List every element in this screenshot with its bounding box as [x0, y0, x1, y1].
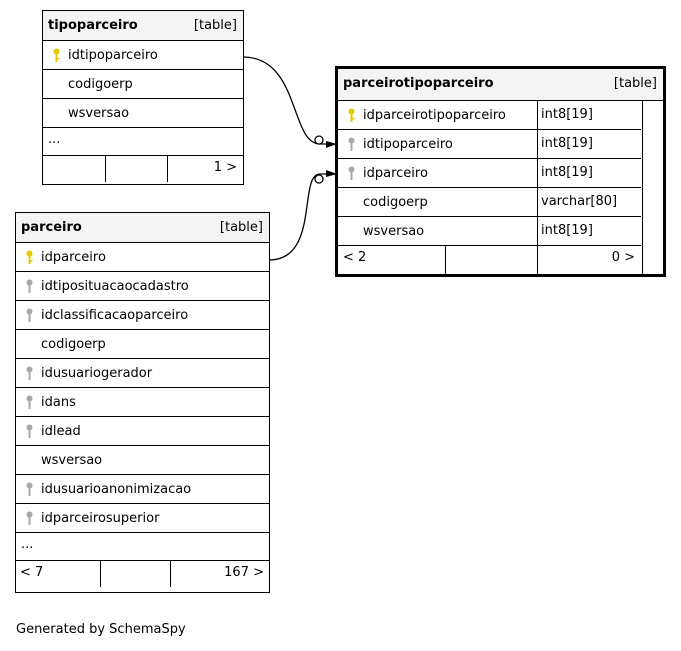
column-type: int8[19]	[537, 130, 641, 158]
column-row[interactable]	[16, 417, 269, 446]
table-kind: [table]	[193, 18, 237, 33]
cardinality-zero-marker	[315, 175, 323, 183]
column-name: idtipoparceiro	[363, 137, 453, 152]
footer-parents[interactable]: < 2	[343, 250, 367, 265]
column-row[interactable]	[16, 301, 269, 330]
column-type: int8[19]	[537, 101, 641, 129]
column-row[interactable]	[16, 330, 269, 359]
table-name: parceiro	[21, 220, 82, 235]
table-name: parceirotipoparceiro	[343, 76, 494, 91]
footer-middle	[445, 246, 537, 276]
foreign-key-icon	[25, 279, 34, 294]
column-name: idparceirotipoparceiro	[363, 108, 506, 123]
foreign-key-icon	[25, 482, 34, 497]
column-row[interactable]	[16, 475, 269, 504]
footer-middle	[105, 156, 167, 182]
column-name: idparceiro	[41, 250, 106, 265]
foreign-key-icon	[347, 166, 356, 181]
footer-children[interactable]: 167 >	[170, 561, 269, 587]
column-type: int8[19]	[537, 217, 641, 245]
credit-text: Generated by SchemaSpy	[16, 622, 186, 637]
column-name: idtipoparceiro	[68, 48, 158, 63]
column-type: varchar[80]	[537, 188, 641, 216]
table-kind: [table]	[219, 220, 263, 235]
table-header	[16, 213, 269, 243]
column-name: idans	[41, 395, 76, 410]
column-name: idclassificacaoparceiro	[41, 308, 189, 323]
column-row[interactable]	[43, 99, 243, 128]
footer-middle	[100, 561, 170, 587]
foreign-key-icon	[347, 137, 356, 152]
column-name: codigoerp	[363, 195, 428, 210]
column-row[interactable]	[16, 446, 269, 475]
column-name: wsversao	[363, 224, 425, 239]
table-parceirotipoparceiro[interactable]	[335, 66, 666, 277]
foreign-key-icon	[25, 308, 34, 323]
table-parceiro[interactable]	[15, 212, 270, 593]
table-footer	[338, 246, 641, 276]
foreign-key-icon	[25, 366, 34, 381]
column-row[interactable]	[16, 272, 269, 301]
column-row[interactable]	[16, 504, 269, 533]
more-indicator: ...	[21, 537, 34, 552]
more-row	[16, 533, 269, 561]
column-row[interactable]	[338, 159, 641, 188]
foreign-key-icon	[25, 424, 34, 439]
footer-children[interactable]: 0 >	[537, 246, 641, 276]
more-indicator: ...	[48, 132, 61, 147]
column-row[interactable]	[16, 388, 269, 417]
column-name: idlead	[41, 424, 81, 439]
more-row	[43, 128, 243, 156]
column-row[interactable]	[16, 243, 269, 272]
footer-children[interactable]: 1 >	[167, 156, 243, 182]
column-name: idusuarioanonimizacao	[41, 482, 192, 497]
primary-key-icon	[347, 108, 356, 123]
primary-key-icon	[25, 250, 34, 265]
table-name: tipoparceiro	[48, 18, 138, 33]
column-row[interactable]	[338, 217, 641, 246]
column-row[interactable]	[43, 70, 243, 99]
link-tipoparceiro-to-parceirotipoparceiro	[243, 57, 336, 144]
table-header	[43, 11, 243, 41]
column-row[interactable]	[338, 101, 641, 130]
cardinality-zero-marker	[315, 136, 323, 144]
column-type: int8[19]	[537, 159, 641, 187]
column-row[interactable]	[43, 41, 243, 70]
column-name: idparceiro	[363, 166, 428, 181]
column-name: idusuariogerador	[41, 366, 153, 381]
column-row[interactable]	[16, 359, 269, 388]
column-name: wsversao	[68, 106, 130, 121]
footer-parents[interactable]	[43, 156, 105, 182]
table-header	[338, 69, 663, 101]
column-name: idparceirosuperior	[41, 511, 160, 526]
table-footer	[43, 156, 243, 182]
column-row[interactable]	[338, 188, 641, 217]
table-footer	[16, 561, 269, 587]
column-name: idtiposituacaocadastro	[41, 279, 189, 294]
table-tipoparceiro[interactable]	[42, 10, 244, 185]
column-row[interactable]	[338, 130, 641, 159]
column-name: codigoerp	[68, 77, 133, 92]
column-name: codigoerp	[41, 337, 106, 352]
footer-parents[interactable]: < 7	[20, 565, 44, 580]
foreign-key-icon	[25, 511, 34, 526]
column-name: wsversao	[41, 453, 103, 468]
foreign-key-icon	[25, 395, 34, 410]
link-parceiro-to-parceirotipoparceiro	[269, 174, 336, 260]
primary-key-icon	[52, 48, 61, 63]
table-kind: [table]	[613, 76, 657, 91]
table-scrollbar[interactable]	[642, 101, 663, 274]
